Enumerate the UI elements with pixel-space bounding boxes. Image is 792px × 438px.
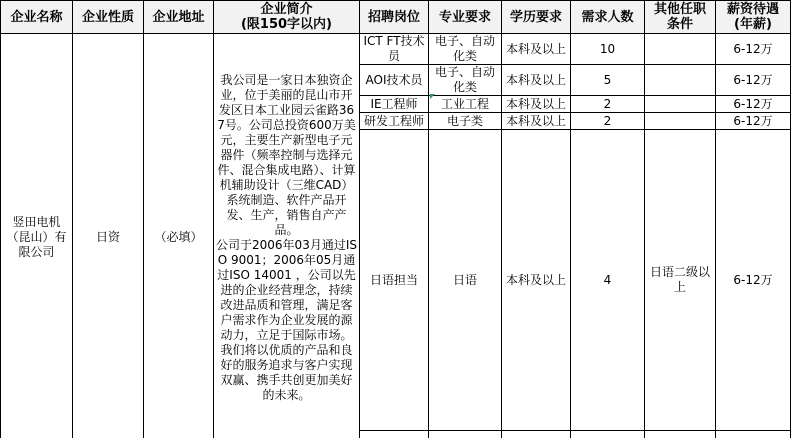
header-intro-line2: (限150字以内)	[240, 17, 333, 32]
job-salary-cell[interactable]: 6-12万	[716, 130, 791, 431]
job-position-cell[interactable]: 研发工程师	[360, 113, 429, 130]
job-headcount-cell[interactable]: 2	[571, 113, 645, 130]
job-headcount-cell[interactable]: 5	[571, 65, 645, 96]
job-headcount-cell[interactable]: 4	[571, 130, 645, 431]
job-other-cell[interactable]	[645, 34, 716, 65]
company-address-cell[interactable]: （必填）	[144, 34, 214, 438]
job-major-cell[interactable]: 日语	[429, 130, 502, 431]
header-education[interactable]: 学历要求	[502, 1, 571, 34]
header-company-name[interactable]: 企业名称	[1, 1, 73, 34]
job-salary-cell[interactable]: 6-12万	[716, 113, 791, 130]
job-other-cell[interactable]	[645, 113, 716, 130]
job-other-cell[interactable]	[645, 65, 716, 96]
header-company-intro[interactable]	[214, 1, 360, 34]
header-other[interactable]	[645, 1, 716, 34]
empty-cell[interactable]	[429, 431, 502, 438]
company-nature-cell[interactable]: 日资	[73, 34, 144, 438]
job-other-cell[interactable]: 日语二级以上	[645, 130, 716, 431]
header-row	[1, 1, 791, 34]
comment-indicator-icon[interactable]	[430, 94, 435, 99]
company-name-cell[interactable]: 竖田电机（昆山）有限公司	[1, 34, 73, 438]
job-position-cell[interactable]: IE工程师	[360, 96, 429, 113]
job-position-cell[interactable]: ICT FT技术员	[360, 34, 429, 65]
job-salary-cell[interactable]: 6-12万	[716, 96, 791, 113]
job-education-cell[interactable]: 本科及以上	[502, 113, 571, 130]
job-headcount-cell[interactable]: 10	[571, 34, 645, 65]
header-other-line2: 条件	[666, 17, 693, 32]
job-major-cell[interactable]: 电子类	[429, 113, 502, 130]
job-headcount-cell[interactable]: 2	[571, 96, 645, 113]
empty-cell[interactable]	[571, 431, 645, 438]
job-education-cell[interactable]: 本科及以上	[502, 96, 571, 113]
job-position-cell[interactable]: 日语担当	[360, 130, 429, 431]
job-major-cell[interactable]: 工业工程	[429, 96, 502, 113]
header-position[interactable]: 招聘岗位	[360, 1, 429, 34]
job-position-cell[interactable]: AOI技术员	[360, 65, 429, 96]
job-education-cell[interactable]: 本科及以上	[502, 34, 571, 65]
job-major-cell[interactable]: 电子、自动化类	[429, 65, 502, 96]
job-education-cell[interactable]: 本科及以上	[502, 65, 571, 96]
header-company-address[interactable]: 企业地址	[144, 1, 214, 34]
intro-paragraph-2: 公司于2006年03月通过ISO 9001；2006年05月通过ISO 14001 ，公司以先进的企业经营理念，持续改进品质和管理，满足客户需求作为企业发展的源动力，立足于国际市场。我们将以优质的产品和良好的服务追求与客户实现双赢、携手共创更加美好的未来。	[216, 237, 357, 402]
header-salary-line2: (年薪)	[734, 17, 772, 32]
header-other-line1: 其他任职	[653, 2, 706, 17]
header-salary[interactable]	[716, 1, 791, 34]
job-salary-cell[interactable]: 6-12万	[716, 34, 791, 65]
empty-cell[interactable]	[360, 431, 429, 438]
header-major[interactable]: 专业要求	[429, 1, 502, 34]
empty-cell[interactable]	[645, 431, 716, 438]
job-salary-cell[interactable]: 6-12万	[716, 65, 791, 96]
header-salary-line1: 薪资待遇	[726, 2, 779, 17]
job-education-cell[interactable]: 本科及以上	[502, 130, 571, 431]
job-other-cell[interactable]	[645, 96, 716, 113]
intro-paragraph-1: 我公司是一家日本独资企业，位于美丽的昆山市开发区日本工业园云雀路367号。公司总投资600万美元，主要生产新型电子元器件（频率控制与选择元件、混合集成电路）、计算机辅助设计（三维CAD）系统制造、软件产品开发、生产，销售自产产品。	[217, 72, 356, 237]
empty-cell[interactable]	[716, 431, 791, 438]
company-intro-cell[interactable]	[214, 34, 360, 438]
header-intro-line1: 企业简介	[260, 2, 313, 17]
table-row	[1, 34, 791, 65]
header-headcount[interactable]: 需求人数	[571, 1, 645, 34]
header-company-nature[interactable]: 企业性质	[73, 1, 144, 34]
job-major-cell[interactable]: 电子、自动化类	[429, 34, 502, 65]
empty-cell[interactable]	[502, 431, 571, 438]
